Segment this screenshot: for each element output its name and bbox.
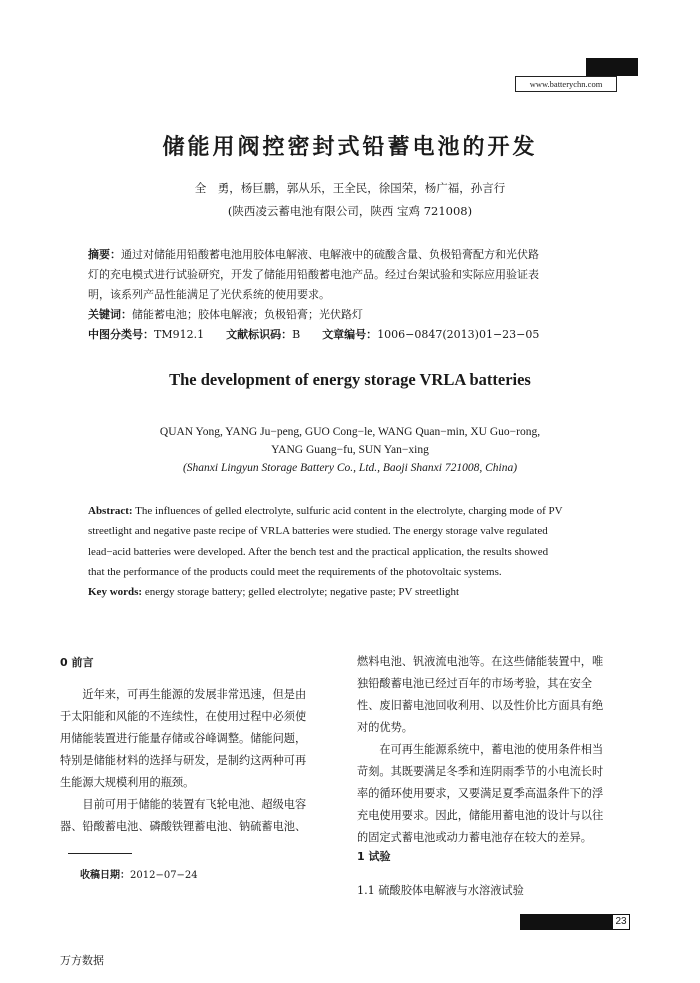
watermark-text: 万方数据 xyxy=(60,954,104,967)
abstract-cn-line-1: 摘要：通过对储能用铅酸蓄电池用胶体电解液、电解液中的硫酸含量、负极铅膏配方和光伏路 xyxy=(88,248,539,261)
clc-value: TM912.1 xyxy=(154,328,205,341)
body-left-line: 目前可用于储能的装置有飞轮电池、超级电容 xyxy=(60,798,307,811)
paper-title-cn: 储能用阀控密封式铅蓄电池的开发 xyxy=(162,134,538,160)
body-right-line: 率的循环使用要求，又要满足夏季高温条件下的浮 xyxy=(357,787,604,800)
body-left-line: 近年来，可再生能源的发展非常迅速，但是由 xyxy=(60,688,307,701)
received-date-label: 收稿日期： xyxy=(80,870,130,881)
authors-en xyxy=(0,423,700,477)
doc-code-label: 文献标识码： xyxy=(226,328,293,341)
abstract-cn-line-2: 灯的充电模式进行试验研究，开发了储能用铅酸蓄电池产品。经过台架试验和实际应用验证表 xyxy=(88,268,539,281)
body-right-line: 独铅酸蓄电池已经过百年的市场考验，其在安全 xyxy=(357,677,592,690)
page-number: 23 xyxy=(612,914,630,930)
body-left-column xyxy=(60,684,343,838)
body-right-line: 性、废旧蓄电池回收利用、以及性价比方面具有绝 xyxy=(357,699,604,712)
affiliation-en: (Shanxi Lingyun Storage Battery Co., Ltd., Baoji Shanxi 721008, China) xyxy=(182,462,518,474)
authors-en-line-1: QUAN Yong, YANG Ju−peng, GUO Cong−le, WANG Quan−min, XU Guo−rong, xyxy=(159,426,541,438)
keywords-en: Key words: energy storage battery; gelled electrolyte; negative paste; PV streetlight xyxy=(88,586,460,599)
authors-cn: 全 勇，杨巨鹏，郭从乐，王全民，徐国荣，杨广福，孙言行 xyxy=(194,181,506,195)
body-left-line: 用储能装置进行能量存储或谷峰调整。储能问题， xyxy=(60,732,307,745)
abstract-en-line-1: Abstract: The influences of gelled electrolyte, sulfuric acid content in the electrolyte, charging mode of PV xyxy=(88,505,563,517)
abstract-en-line-4: that the performance of the products could meet the requirements of the photovoltaic systems. xyxy=(88,565,502,578)
keywords-en-label: Key words: xyxy=(88,586,143,599)
section-0-heading: 0 前言 xyxy=(60,656,94,669)
body-right-line: 燃料电池、钒液流电池等。在这些储能装置中，唯 xyxy=(357,655,604,668)
body-right-line: 在可再生能源系统中，蓄电池的使用条件相当 xyxy=(357,743,604,756)
article-no-value: 1006−0847(2013)01−23−05 xyxy=(377,328,540,341)
body-right-line: 苛刻。其既要满足冬季和连阴雨季节的小电流长时 xyxy=(357,765,604,778)
keywords-cn-label: 关键词： xyxy=(88,308,132,321)
abstract-en-line-2: streetlight and negative paste recipe of VRLA batteries were studied. The energy storage valve regulated xyxy=(88,525,548,538)
header-bar xyxy=(586,58,638,76)
section-1-heading: 1 试验 xyxy=(357,850,391,863)
section-1-1-heading: 1.1 硫酸胶体电解液与水溶液试验 xyxy=(357,884,524,897)
body-left-line: 器、铅酸蓄电池、磷酸铁锂蓄电池、钠硫蓄电池、 xyxy=(60,820,307,833)
article-no-label: 文章编号： xyxy=(322,328,378,341)
abstract-en-label: Abstract: xyxy=(88,505,133,517)
received-date-value: 2012−07−24 xyxy=(130,870,198,881)
footnote-rule xyxy=(68,853,132,854)
paper-title-en: The development of energy storage VRLA batteries xyxy=(169,370,531,389)
body-right-column xyxy=(357,651,640,849)
abstract-cn xyxy=(88,245,618,345)
page-number-bar xyxy=(520,914,612,930)
affiliation-cn: (陕西凌云蓄电池有限公司，陕西 宝鸡 721008) xyxy=(227,204,473,218)
journal-url[interactable]: www.batterychn.com xyxy=(515,76,617,92)
body-left-line: 特别是储能材料的选择与研发，是制约这两种可再 xyxy=(60,754,307,767)
body-right-line: 对的优势。 xyxy=(357,721,413,734)
classification-line xyxy=(88,325,618,345)
clc-label: 中图分类号： xyxy=(88,328,154,341)
received-date xyxy=(80,866,198,881)
body-left-line: 生能源大规模利用的瓶颈。 xyxy=(60,776,195,789)
body-left-line: 于太阳能和风能的不连续性，在使用过程中必须使 xyxy=(60,710,307,723)
abstract-en-line-3: lead−acid batteries were developed. After the bench test and the practical application, the results showed xyxy=(88,545,549,558)
doc-code-value: B xyxy=(292,328,301,341)
keywords-cn: 关键词：储能蓄电池；胶体电解液；负极铅膏；光伏路灯 xyxy=(88,308,363,321)
body-right-line: 充电使用要求。因此，储能用蓄电池的设计与以往 xyxy=(357,809,604,822)
authors-en-line-2: YANG Guang−fu, SUN Yan−xing xyxy=(271,444,429,456)
body-right-line: 的固定式蓄电池或动力蓄电池存在较大的差异。 xyxy=(357,831,592,844)
abstract-cn-line-3: 明，该系列产品性能满足了光伏系统的使用要求。 xyxy=(88,288,330,301)
abstract-en xyxy=(88,501,618,602)
abstract-cn-label: 摘要： xyxy=(88,248,121,261)
